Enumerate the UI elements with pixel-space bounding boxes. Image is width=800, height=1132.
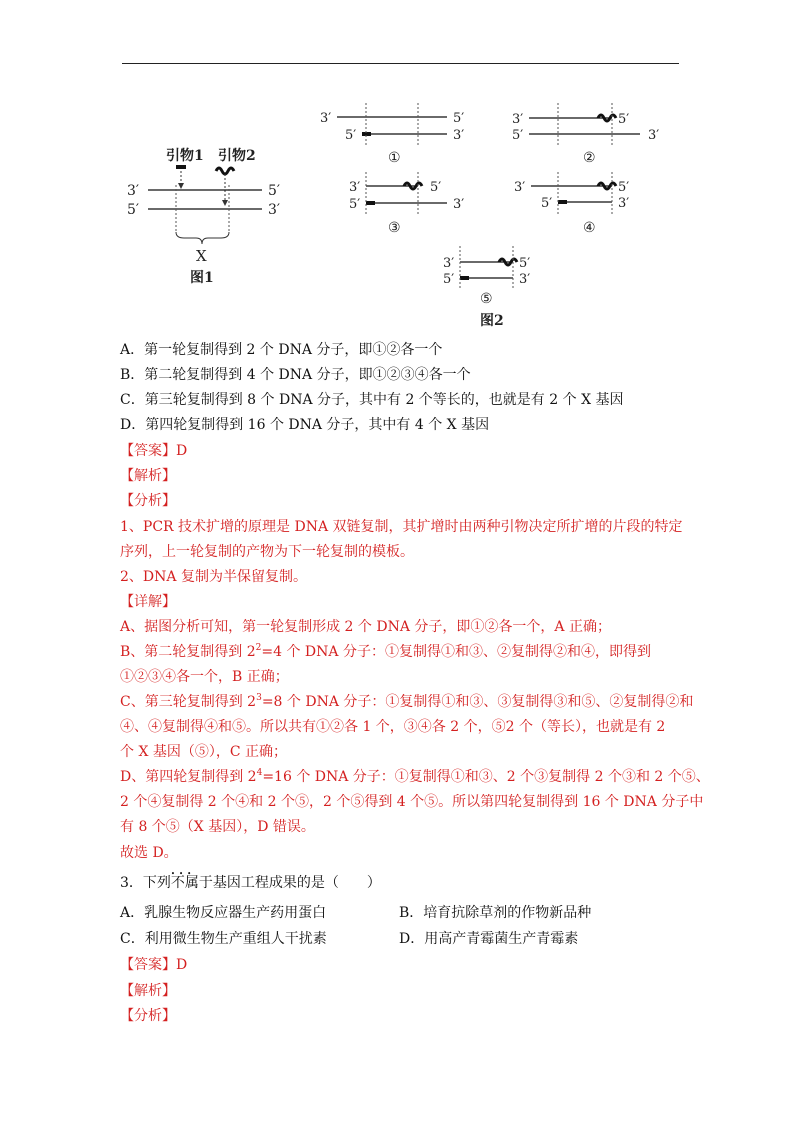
q3-option-b: B．培育抗除草剂的作物新品种	[399, 905, 592, 921]
q2-fenxi-line: 1、PCR 技术扩增的原理是 DNA 双链复制，其扩增时由两种引物决定所扩增的片段的特定	[120, 519, 683, 535]
panel-label: ④	[583, 220, 596, 236]
p4-end-label: 5′	[541, 196, 553, 211]
fig1-end-label: 3′	[127, 183, 140, 199]
detail-text: =8 个 DNA 分子：①复制得①和③、③复制得③和⑤、②复制得②和	[261, 694, 694, 710]
p5-end-label: 5′	[443, 272, 455, 287]
fig1-end-label: 5′	[127, 202, 140, 218]
detail-text: D、第四轮复制得到 2	[120, 769, 257, 785]
p5-end-label: 3′	[443, 256, 455, 271]
primer-2-arrow	[222, 200, 228, 206]
q2-fenxi-label: 【分析】	[120, 493, 176, 509]
q2-detail-b1	[120, 642, 651, 662]
q3-stem	[120, 873, 381, 893]
p4-end-label: 3′	[618, 196, 630, 211]
primer-1-arrow	[178, 183, 184, 189]
detail-text: C、第三轮复制得到 2	[120, 694, 257, 710]
p4-end-label: 5′	[618, 180, 630, 195]
p1-end-label: 3′	[320, 111, 332, 126]
p2-end-label: 3′	[648, 128, 660, 143]
q2-option-b: B．第二轮复制得到 4 个 DNA 分子，即①②③④各一个	[120, 367, 471, 383]
primer-2-mark	[216, 168, 234, 174]
q2-detail-a: A、据图分析可知，第一轮复制形成 2 个 DNA 分子，即①②各一个，A 正确；	[120, 619, 611, 635]
p3-end-label: 3′	[453, 197, 465, 212]
figure-1	[127, 147, 280, 286]
p2-end-label: 5′	[618, 112, 630, 127]
p5-end-label: 3′	[519, 272, 531, 287]
stem-text: 基因工程成果的是（ ）	[212, 875, 381, 891]
q2-option-c: C．第三轮复制得到 8 个 DNA 分子，其中有 2 个等长的，也就是有 2 个 X 基因	[120, 392, 624, 408]
fig1-end-label: 5′	[268, 183, 281, 199]
q2-detail-d3: 有 8 个⑤（X 基因），D 错误。	[120, 819, 315, 835]
primer-2-label: 引物2	[218, 148, 256, 164]
panel-label: ⑤	[480, 291, 493, 307]
q3-option-a: A．乳腺生物反应器生产药用蛋白	[120, 905, 327, 921]
figure-2-panel-3	[349, 172, 464, 236]
answer-value: D	[176, 443, 188, 459]
figure-2-panel-5	[443, 246, 530, 329]
detail-text: =16 个 DNA 分子：①复制得①和③、2 个③复制得 2 个③和 2 个⑤、	[262, 769, 710, 785]
exponent: 4	[256, 768, 263, 778]
q3-fenxi-label: 【分析】	[120, 1008, 176, 1024]
q2-detail-c3: 个 X 基因（⑤），C 正确；	[120, 744, 288, 760]
detail-text: B、第二轮复制得到 2	[120, 644, 256, 660]
q2-detail-c2: ④、④复制得④和⑤。所以共有①②各 1 个，③④各 2 个，⑤2 个（等长），也就是有 2	[120, 719, 666, 735]
p2-end-label: 5′	[512, 128, 524, 143]
p3-end-label: 3′	[349, 180, 361, 195]
q2-detail-d1	[120, 767, 710, 787]
panel-label: ②	[583, 150, 596, 166]
figure-1-caption: 图1	[190, 270, 214, 286]
q2-detail-label: 【详解】	[120, 594, 176, 610]
dna-pcr-figure	[0, 0, 800, 340]
q2-option-d: D．第四轮复制得到 16 个 DNA 分子，其中有 4 个 X 基因	[120, 417, 490, 433]
q2-option-a: A．第一轮复制得到 2 个 DNA 分子，即①②各一个	[120, 342, 443, 358]
figure-2-panel-4	[514, 172, 629, 236]
detail-text: =4 个 DNA 分子：①复制得①和③、②复制得②和④，即得到	[261, 644, 651, 660]
answer-label: 【答案】	[120, 957, 176, 973]
q3-option-d: D．用高产青霉菌生产青霉素	[399, 931, 579, 947]
q2-detail-d2: 2 个④复制得 2 个④和 2 个⑤，2 个⑤得到 4 个⑤。所以第四轮复制得到 16 个 DNA 分子中	[120, 794, 704, 810]
q3-answer	[120, 955, 187, 975]
exponent: 2	[255, 643, 262, 653]
stem-text: 3．下列	[120, 875, 171, 891]
q2-answer	[120, 441, 187, 461]
p3-end-label: 5′	[349, 197, 361, 212]
p5-end-label: 5′	[519, 256, 531, 271]
answer-value: D	[176, 957, 188, 973]
q2-conclusion: 故选 D。	[120, 845, 178, 861]
p1-end-label: 5′	[453, 111, 465, 126]
fig1-end-label: 3′	[268, 202, 281, 218]
figure-2-caption: 图2	[480, 313, 504, 329]
answer-label: 【答案】	[120, 443, 176, 459]
p3-end-label: 5′	[430, 180, 442, 195]
x-brace	[176, 232, 229, 244]
p1-end-label: 5′	[345, 128, 357, 143]
figure-2-panel-2	[512, 103, 659, 166]
q2-fenxi-line: 2、DNA 复制为半保留复制。	[120, 569, 307, 585]
p2-end-label: 3′	[512, 112, 524, 127]
p1-end-label: 3′	[453, 128, 465, 143]
primer-1-mark	[176, 165, 186, 169]
panel-label: ③	[388, 220, 401, 236]
q3-option-c: C．利用微生物生产重组人干扰素	[120, 931, 327, 947]
p4-end-label: 3′	[514, 180, 526, 195]
panel-label: ①	[388, 150, 401, 166]
primer-1-label: 引物1	[166, 148, 204, 164]
q2-detail-b2: ①②③④各一个，B 正确；	[120, 669, 289, 685]
q2-fenxi-line: 序列，上一轮复制的产物为下一轮复制的模板。	[120, 544, 414, 560]
figure-2-panel-1	[320, 103, 464, 166]
q2-analysis-label: 【解析】	[120, 468, 176, 484]
exponent: 3	[256, 693, 262, 703]
x-label: X	[196, 247, 207, 265]
q2-detail-c1	[120, 692, 693, 712]
q3-analysis-label: 【解析】	[120, 983, 176, 999]
stem-emphasis: 不属于 •••	[171, 873, 213, 893]
